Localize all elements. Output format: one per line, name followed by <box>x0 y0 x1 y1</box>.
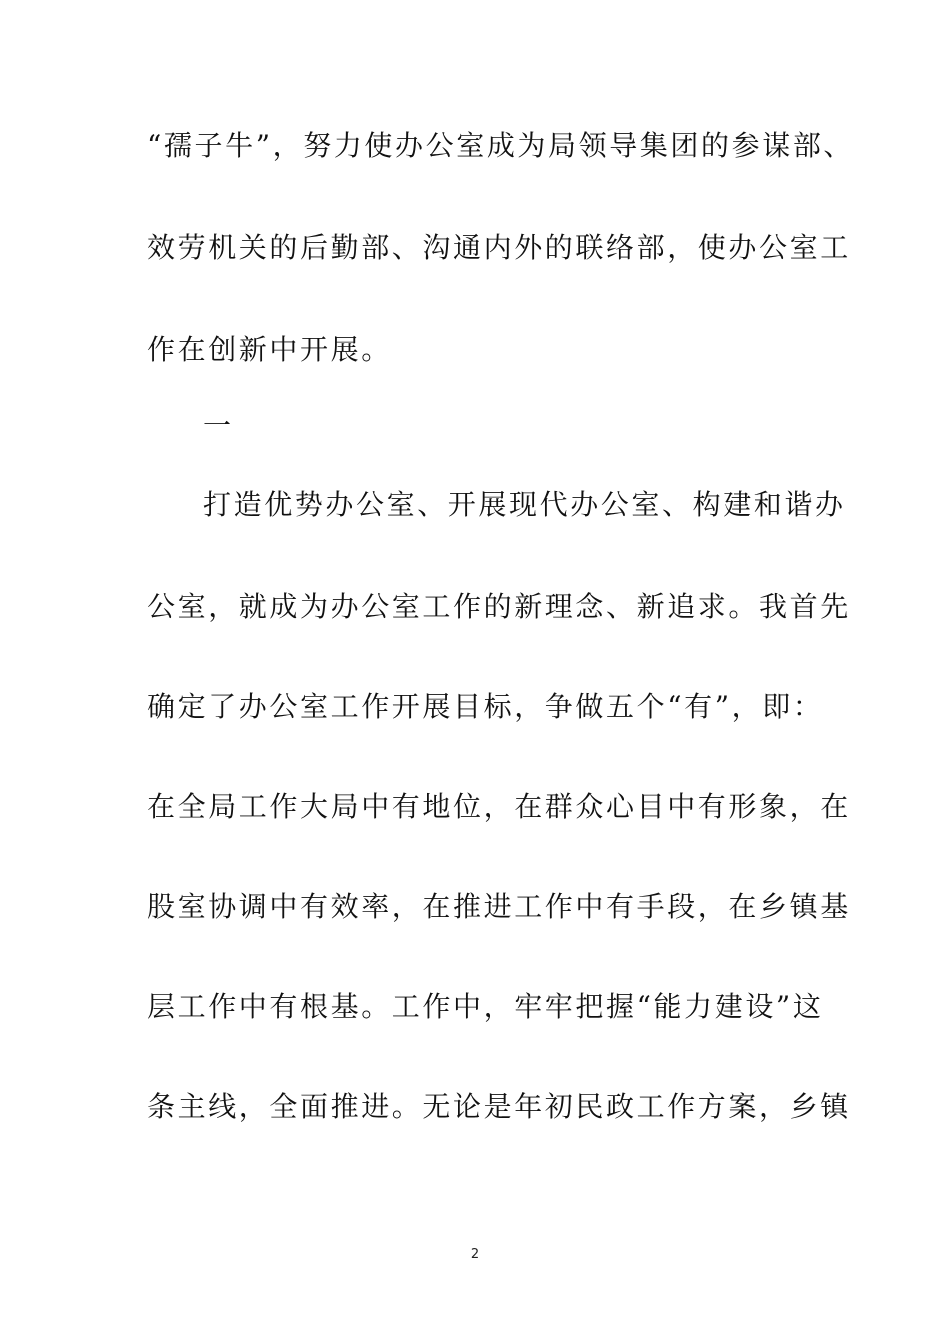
text-line-9: 股室协调中有效率，在推进工作中有手段，在乡镇基 <box>147 890 851 923</box>
text-line-3: 作在创新中开展。 <box>147 333 392 366</box>
text-line-10: 层工作中有根基。工作中，牢牢把握“能力建设”这 <box>147 990 824 1023</box>
text-line-2: 效劳机关的后勤部、沟通内外的联络部，使办公室工 <box>147 231 851 264</box>
page-number: 2 <box>470 1247 480 1262</box>
text-line-11: 条主线，全面推进。无论是年初民政工作方案，乡镇 <box>147 1090 851 1123</box>
text-line-8: 在全局工作大局中有地位，在群众心目中有形象，在 <box>147 790 851 823</box>
text-line-6: 公室，就成为办公室工作的新理念、新追求。我首先 <box>147 590 851 623</box>
text-line-7: 确定了办公室工作开展目标，争做五个“有”，即： <box>147 690 824 723</box>
section-heading: 一 <box>203 409 234 442</box>
text-line-1: “孺子牛”，努力使办公室成为局领导集团的参谋部、 <box>147 129 855 162</box>
text-line-5: 打造优势办公室、开展现代办公室、构建和谐办 <box>203 488 846 521</box>
